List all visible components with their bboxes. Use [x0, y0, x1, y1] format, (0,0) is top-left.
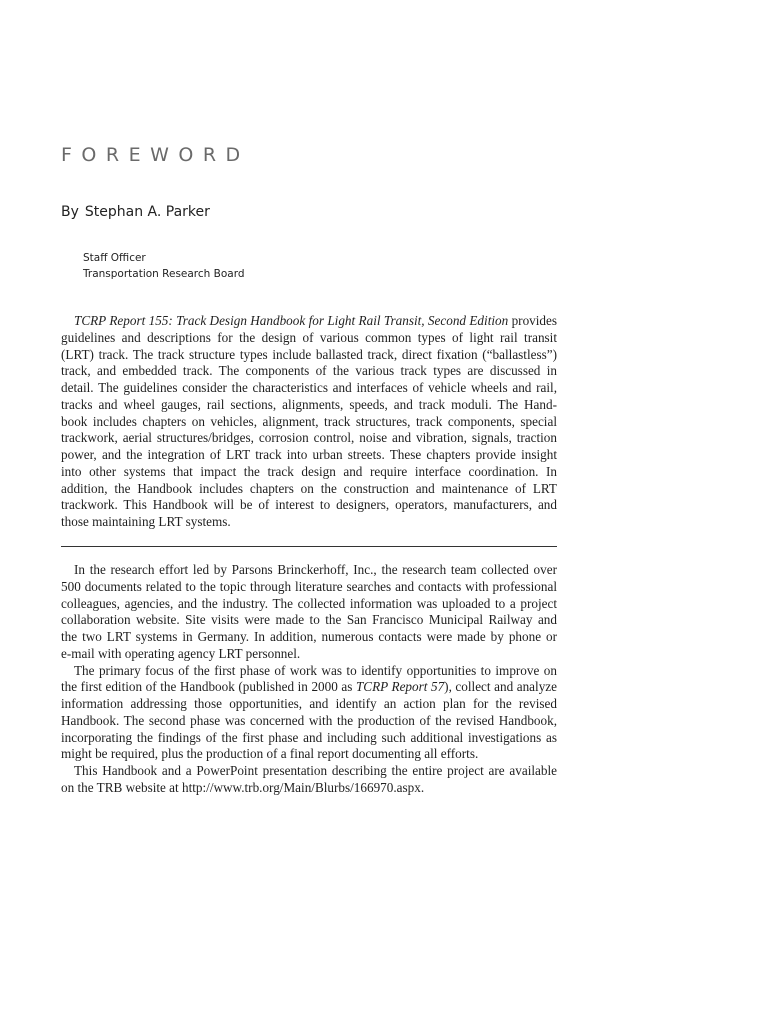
research-paragraphs	[61, 562, 557, 797]
line-text: The primary focus of the first phase of work was to identify opportunities to improve on	[74, 662, 557, 678]
line-text: addition, the Handbook includes chapters on the construction and maintenance of LRT	[61, 480, 557, 496]
line-text: detail. The guidelines consider the characteristics and interfaces of vehicle wheels and rail,	[61, 380, 557, 395]
text-line	[61, 763, 557, 780]
text-line	[61, 746, 557, 763]
line-text: trackwork. This Handbook will be of interest to designers, operators, manufacturers, and	[61, 497, 557, 513]
line-text: track, and embedded track. The components of the various track types are discussed in	[61, 363, 557, 379]
line-text: In the research effort led by Parsons Brinckerhoff, Inc., the research team collected over	[74, 562, 557, 577]
text-line	[61, 397, 557, 414]
text-line	[61, 347, 557, 364]
text-line	[61, 330, 557, 347]
text-line	[61, 579, 557, 596]
text-line	[61, 481, 557, 498]
line-text: the first edition of the Handbook (published in 2000 as	[61, 679, 356, 695]
line-text: those maintaining LRT systems.	[61, 514, 231, 529]
line-text: guidelines and descriptions for the design of various common types of light rail transit	[61, 329, 557, 345]
line-text: provides	[508, 313, 557, 328]
text-line	[61, 596, 557, 613]
line-text: might be required, plus the production of a final report documenting all efforts.	[61, 746, 479, 762]
italic-citation: TCRP Report 155: Track Design Handbook for Light Rail Transit, Second Edition	[74, 313, 509, 328]
text-line	[61, 514, 557, 531]
line-text: book includes chapters on vehicles, alignment, track structures, track components, special	[61, 413, 557, 429]
text-line	[61, 713, 557, 730]
line-text: into other systems that impact the track design and require interface coordination. In	[61, 463, 557, 479]
section-divider	[61, 546, 557, 547]
page-heading: FOREWORD	[61, 144, 250, 166]
text-line	[61, 380, 557, 397]
text-line	[61, 696, 557, 713]
line-text: colleagues, agencies, and the industry. The collected information was uploaded to a project	[61, 595, 557, 611]
italic-citation: TCRP Report 57	[355, 679, 445, 695]
text-line	[61, 447, 557, 464]
line-text: e-mail with operating agency LRT personnel.	[61, 645, 301, 661]
text-line	[61, 430, 557, 447]
text-line	[61, 497, 557, 514]
author-name: Stephan A. Parker	[84, 204, 210, 220]
line-text: information addressing those opportunities, and identify an action plan for the revised	[61, 696, 557, 711]
line-text: tracks and wheel gauges, rail sections, alignments, speeds, and track moduli. The Hand-	[61, 396, 557, 412]
text-line	[61, 646, 557, 663]
line-text: 500 documents related to the topic through literature searches and contacts with professional	[61, 578, 557, 594]
text-line	[61, 780, 557, 797]
line-text: power, and the integration of LRT track into urban streets. These chapters provide insight	[61, 447, 557, 462]
text-line	[61, 363, 557, 380]
line-text: collaboration website. Site visits were made to the San Francisco Municipal Railway and	[61, 612, 557, 628]
text-line	[61, 730, 557, 747]
byline	[61, 204, 210, 220]
line-text: This Handbook and a PowerPoint presentation describing the entire project are available	[74, 763, 557, 778]
text-line	[61, 663, 557, 680]
text-line	[61, 679, 557, 696]
line-text: the two LRT systems in Germany. In addition, numerous contacts were made by phone or	[61, 629, 557, 644]
line-text: ), collect and analyze	[444, 679, 558, 695]
foreword-paragraph	[61, 313, 557, 531]
line-text: incorporating the findings of the first phase and including such additional investigations as	[61, 729, 557, 745]
line-text: (LRT) track. The track structure types include ballasted track, direct fixation (“ballastless”)	[61, 346, 557, 362]
text-line	[61, 313, 557, 330]
author-title: Staff Officer	[83, 252, 146, 264]
text-line	[61, 612, 557, 629]
text-line	[61, 414, 557, 431]
line-text: trackwork, aerial structures/bridges, corrosion control, noise and vibration, signals, traction	[61, 430, 557, 446]
text-line	[61, 562, 557, 579]
line-text: on the TRB website at http://www.trb.org/Main/Blurbs/166970.aspx.	[61, 779, 425, 795]
byline-prefix: By	[61, 204, 79, 220]
author-organization: Transportation Research Board	[83, 268, 245, 280]
text-line	[61, 464, 557, 481]
line-text: Handbook. The second phase was concerned with the production of the revised Handbook,	[61, 712, 557, 728]
text-line	[61, 629, 557, 646]
